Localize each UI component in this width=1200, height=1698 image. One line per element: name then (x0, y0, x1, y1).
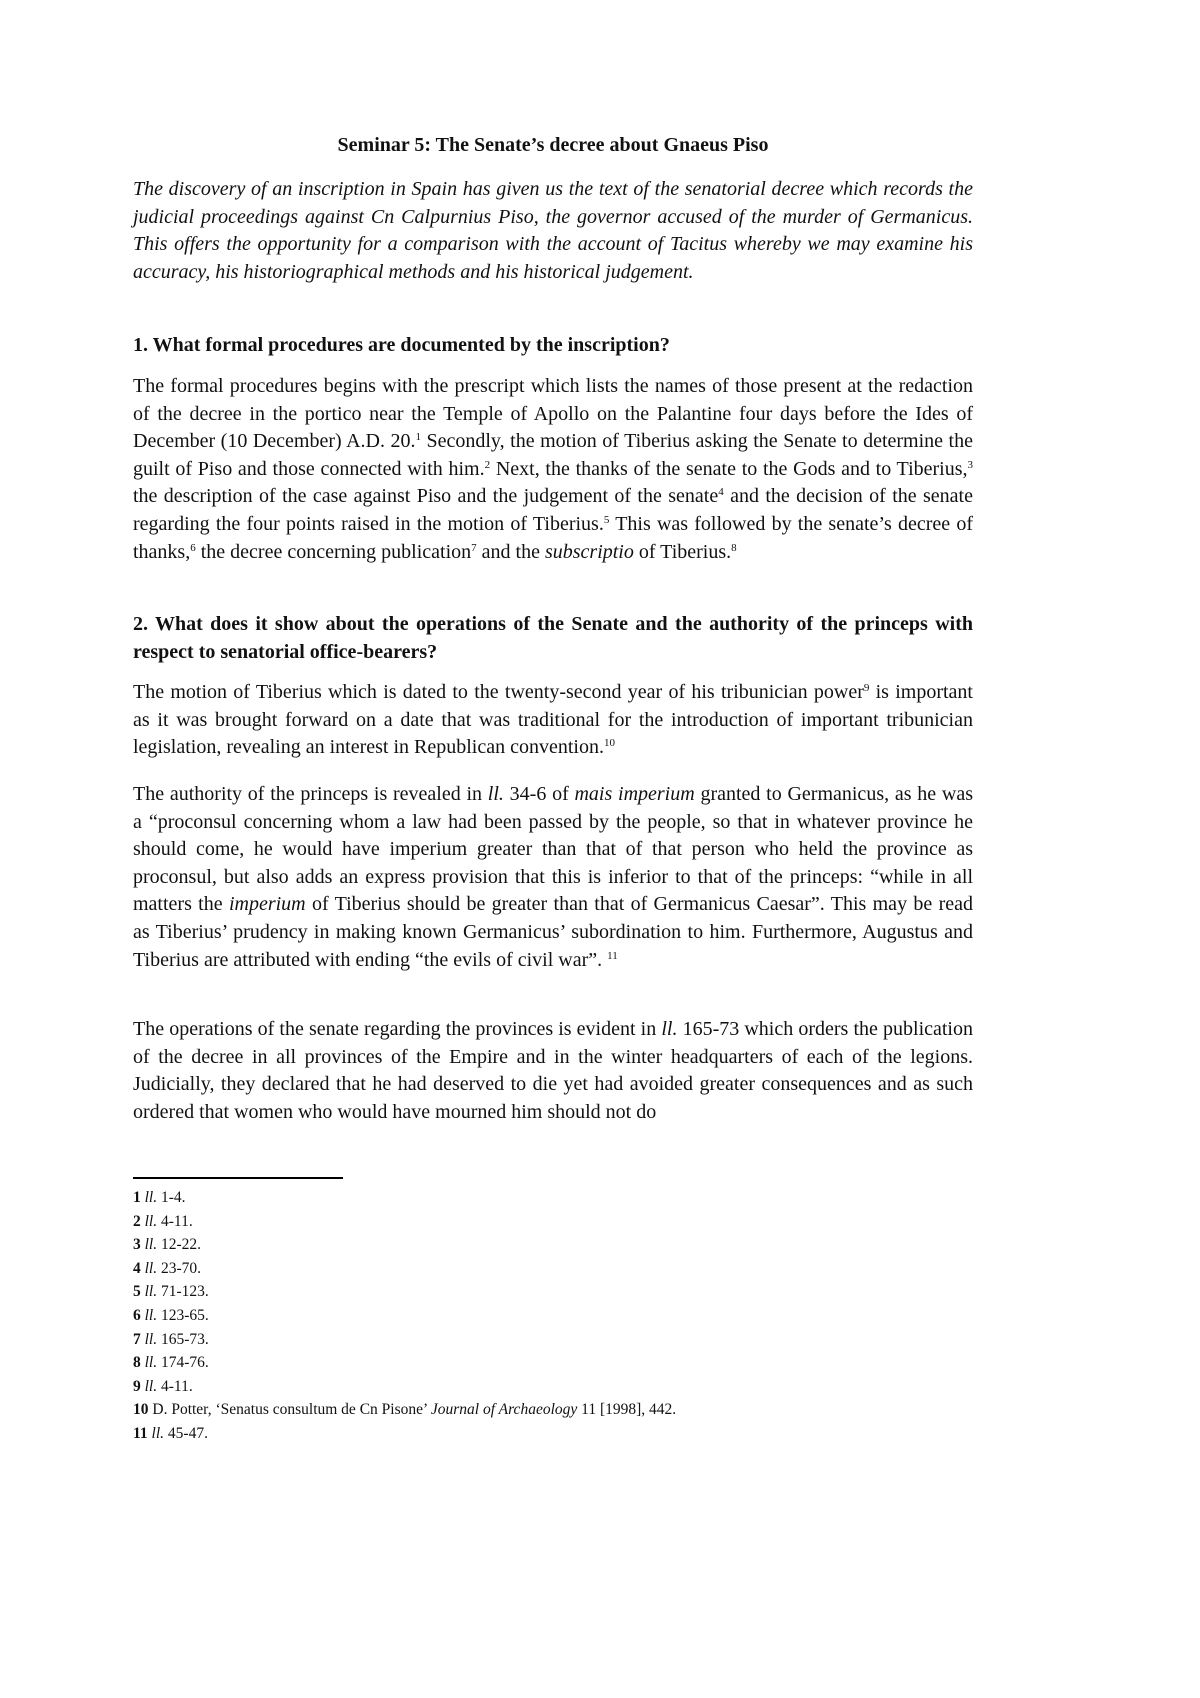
footnote-separator (133, 1177, 343, 1179)
footnote-text: 45-47. (164, 1424, 208, 1442)
footnote (133, 1210, 676, 1234)
document-title: Seminar 5: The Senate’s decree about Gnaeus Piso (337, 134, 769, 156)
footnote-ref: 11 (607, 949, 618, 962)
text-run: The operations of the senate regarding the provinces is evident in (133, 1018, 662, 1040)
answer-2-paragraph-2 (133, 781, 973, 974)
text-run: Secondly, the motion of Tiberius asking the Senate to determine the guilt of Piso and those connected with him. (133, 430, 973, 480)
text-run: The formal procedures begins with the prescript which lists the names of those present at the redaction of the decree in the portico near the Temple of Apollo on the Palantine four days before the Ides of December (10 December) A.D. 20. (133, 375, 973, 453)
footnote-ref: 2 (484, 458, 491, 471)
footnote-number: 4 (133, 1259, 141, 1277)
question-2-heading: 2. What does it show about the operations of the Senate and the authority of the princeps with respect to senatorial office-bearers? (133, 613, 973, 663)
text-run: is important as it was brought forward on a date that was traditional for the introduction of important tribunician legislation, revealing an interest in Republican convention. (133, 681, 973, 759)
footnote-text: 123-65. (157, 1306, 209, 1324)
text-run: granted to Germanicus, as he was a “proconsul concerning whom a law had been passed by the people, so that in whatever province he should come, he would have imperium greater than that of that person who held the province as proconsul, but also adds an express provision that this is inferior to that of the princeps: “while in all matters the (133, 783, 973, 916)
footnote-number: 11 (133, 1424, 148, 1442)
footnote-text: D. Potter, ‘Senatus consultum de Cn Pisone’ (148, 1401, 431, 1419)
footnote (133, 1351, 676, 1375)
footnote-number: 9 (133, 1377, 141, 1395)
footnote-text: 4-11. (157, 1377, 193, 1395)
footnote-ref: 8 (731, 541, 737, 554)
text-run: subscriptio (544, 540, 634, 563)
footnote-text: 165-73. (157, 1330, 209, 1348)
text-run: The authority of the princeps is revealed in (133, 783, 488, 805)
footnote-ref-abbr: ll. (144, 1354, 158, 1372)
question-1-heading: 1. What formal procedures are documented by the inscription? (133, 334, 670, 356)
footnote-ref: 1 (415, 431, 421, 444)
answer-2-paragraph-3 (133, 1016, 973, 1126)
footnote-ref-abbr: ll. (144, 1377, 158, 1395)
footnote-number: 5 (133, 1283, 141, 1301)
answer-2-paragraph-1 (133, 679, 973, 762)
footnote-tail: 11 [1998], 442. (577, 1401, 677, 1419)
footnote-ref-abbr: ll. (151, 1424, 165, 1442)
footnote (133, 1304, 676, 1328)
text-run: ll. (487, 783, 504, 805)
footnote-ref-abbr: ll. (144, 1330, 158, 1348)
footnote-number: 6 (133, 1306, 141, 1324)
text-run: mais imperium (574, 783, 695, 805)
text-run: 165-73 which orders the publication of the decree in all provinces of the Empire and in the winter headquarters of each of the legions. Judicially, they declared that he had deserved to die yet had avoided greater consequences and as such ordered that women who would have mourned him should not do (133, 1018, 973, 1123)
text-run: The discovery of an inscription in Spain has given us the text of the senatorial decree which records the judicial proceedings against Cn Calpurnius Piso, the governor accused of the murder of Germanicus. This offers the opportunity for a comparison with the account of Tacitus whereby we may examine his accuracy, his historiographical methods and his historical judgement. (133, 178, 973, 283)
footnote-ref: 10 (603, 737, 615, 750)
footnote (133, 1257, 676, 1281)
footnote (133, 1328, 676, 1352)
intro-paragraph (133, 176, 973, 286)
footnote-text: 4-11. (157, 1212, 193, 1230)
footnote-ref: 6 (190, 541, 196, 554)
text-run: imperium (228, 893, 306, 916)
footnote-ref: 4 (718, 486, 724, 499)
footnote-number: 3 (133, 1236, 141, 1254)
footnote-ref-abbr: ll. (144, 1259, 158, 1277)
footnote-number: 2 (133, 1212, 141, 1230)
answer-1-paragraph (133, 373, 973, 566)
text-run: and the decision of the senate regarding the four points raised in the motion of Tiberius. (133, 485, 973, 535)
footnote-text: 1-4. (157, 1189, 186, 1206)
footnote (133, 1233, 676, 1257)
text-run: 34-6 of (503, 783, 575, 805)
footnote (133, 1375, 676, 1399)
text-run: the decree concerning publication (195, 540, 472, 563)
footnote-ref-abbr: ll. (144, 1212, 158, 1230)
footnote-text: 12-22. (157, 1236, 202, 1254)
text-run: the description of the case against Piso and the judgement of the senate (133, 485, 719, 508)
text-run: ll. (661, 1018, 678, 1040)
footnote-ref-abbr: ll. (144, 1189, 158, 1206)
footnote-number: 1 (133, 1189, 141, 1206)
footnote-ref: 9 (863, 682, 870, 694)
text-run: and the (476, 540, 545, 563)
text-run: Next, the thanks of the senate to the Gods and to Tiberius, (490, 457, 968, 480)
footnote-ref-abbr: ll. (144, 1236, 158, 1254)
footnote-number: 10 (133, 1401, 149, 1419)
footnote (133, 1422, 676, 1446)
footnote-journal: Journal of Archaeology (430, 1401, 578, 1419)
footnote-text: 71-123. (157, 1283, 209, 1301)
text-run: of Tiberius should be greater than that of Germanicus Caesar”. This may be read as Tiberius’ prudency in making known Germanicus’ subordination to him. Furthermore, Augustus and Tiberius are attributed with ending “the evils of civil war”. (133, 893, 973, 971)
footnote-number: 8 (133, 1354, 141, 1372)
text-run: The motion of Tiberius which is dated to the twenty-second year of his tribunician power (133, 681, 864, 703)
text-run: This was followed by the senate’s decree of thanks, (133, 512, 973, 563)
footnote (133, 1280, 676, 1304)
footnote-ref: 5 (603, 513, 610, 526)
footnote-number: 7 (133, 1330, 141, 1348)
text-run: of Tiberius. (633, 540, 732, 563)
footnote-text: 23-70. (157, 1259, 202, 1277)
footnote (133, 1186, 676, 1210)
footnote-ref: 3 (967, 458, 974, 471)
footnote-ref-abbr: ll. (144, 1306, 158, 1324)
footnote-ref-abbr: ll. (144, 1283, 158, 1301)
footnote (133, 1398, 676, 1422)
footnote-text: 174-76. (157, 1354, 209, 1372)
footnote-ref: 7 (471, 541, 477, 554)
footnotes (133, 1186, 676, 1446)
